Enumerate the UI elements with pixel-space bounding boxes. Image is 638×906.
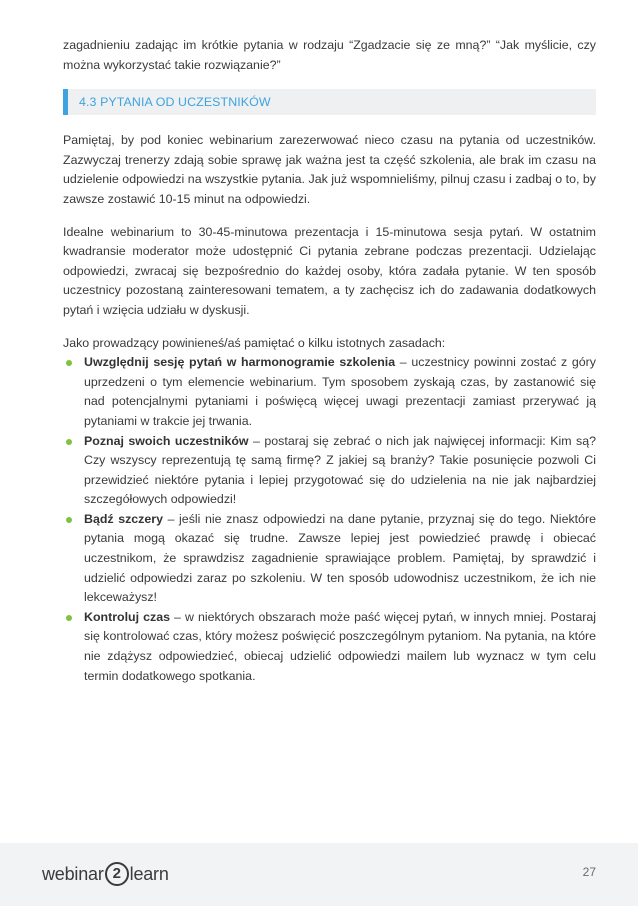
- section-title: 4.3 PYTANIA OD UCZESTNIKÓW: [79, 95, 271, 110]
- list-item-title: Poznaj swoich uczestników: [84, 433, 249, 448]
- page-number: 27: [582, 865, 596, 879]
- list-item-text: – jeśli nie znasz odpowiedzi na dane pytanie, przyznaj się do tego. Niektóre pytania mogą okazać się trudne. Zawsze lepiej jest powiedzieć prawdę i obiecać uczestnikom, że sprawdzisz zagadnienie sprawiające problem. Pamiętaj, by sprawdzić i udzielić odpowiedzi zaraz po szkoleniu. W ten sposób udowodnisz uczestnikom, że ich nie lekceważysz!: [84, 511, 597, 605]
- bullet-dot-icon: [66, 615, 72, 621]
- list-intro: Jako prowadzący powinieneś/aś pamiętać o kilku istotnych zasadach:: [63, 335, 446, 350]
- list-item: [63, 510, 596, 608]
- logo-circle-two: 2: [105, 862, 129, 886]
- list-item-title: Bądź szczery: [84, 511, 163, 526]
- page-content: [63, 36, 596, 686]
- logo-text-right: learn: [129, 864, 169, 884]
- list-item-text: – w niektórych obszarach może paść więcej pytań, w innych mniej. Postaraj się kontrolować czas, który możesz poświęcić poszczególnym pytaniom. Na pytania, na które nie zdążysz odpowiedzieć, obiecaj udzielić odpowiedzi mailem lub wyznacz w tym celu termin dodatkowego spotkania.: [84, 609, 596, 683]
- bullet-dot-icon: [66, 439, 72, 445]
- rules-list: [63, 353, 596, 686]
- logo-text-left: webinar: [42, 864, 104, 884]
- list-item: [63, 432, 596, 510]
- paragraph-2: Idealne webinarium to 30-45-minutowa prezentacja i 15-minutowa sesja pytań. W ostatnim kwadransie moderator może udostępnić Ci pytania zebrane podczas prezentacji. Udzielając odpowiedzi, zwracaj się bezpośrednio do każdej osoby, która zadała pytanie. W ten sposób uczestnicy pozostaną zainteresowani tematem, a ty zachęcisz ich do zadawania dodatkowych pytań i wzięcia udziału w dyskusji.: [63, 224, 596, 317]
- list-item-title: Uwzględnij sesję pytań w harmonogramie szkolenia: [84, 355, 396, 370]
- intro-paragraph: zagadnieniu zadając im krótkie pytania w rodzaju “Zgadzacie się ze mną?” “Jak myślicie, czy można wykorzystać takie rozwiązanie?”: [63, 38, 596, 72]
- list-item: [63, 608, 596, 686]
- list-item-text: – uczestnicy powinni zostać z góry uprzedzeni o tym elemencie webinarium. Tym sposobem zyskają czas, by zastanowić się nad potencjalnymi pytaniami i poświęcą więcej uwagi prezentacji zamiast przerywać ją pytaniami w trakcie jej trwania.: [84, 355, 596, 428]
- list-item-title: Kontroluj czas: [84, 609, 170, 624]
- bullet-dot-icon: [66, 360, 72, 366]
- webinar2learn-logo: [42, 861, 169, 887]
- paragraph-1: Pamiętaj, by pod koniec webinarium zarezerwować nieco czasu na pytania od uczestników. Zazwyczaj trenerzy zdają sobie sprawę jak ważna jest ta część szkolenia, ale brak im czasu na udzielenie odpowiedzi na wszystkie pytania. Jak już wspomnieliśmy, pilnuj czasu i zadbaj o to, by zawsze zostawić 10-15 minut na odpowiedzi.: [63, 133, 596, 206]
- list-item: [63, 353, 596, 431]
- section-accent-bar: [63, 89, 68, 115]
- list-item-text: – postaraj się zebrać o nich jak najwięcej informacji: Kim są? Czy wszyscy reprezentują tę samą firmę? Z jakiej są branży? Takie posunięcie pozwoli Ci przewidzieć niektóre pytania i lepiej przygotować się do udzielenia na nie jak najbardziej szczegółowych odpowiedzi!: [84, 433, 596, 507]
- section-header: [63, 89, 596, 115]
- page-footer: [0, 843, 638, 906]
- bullet-dot-icon: [66, 517, 72, 523]
